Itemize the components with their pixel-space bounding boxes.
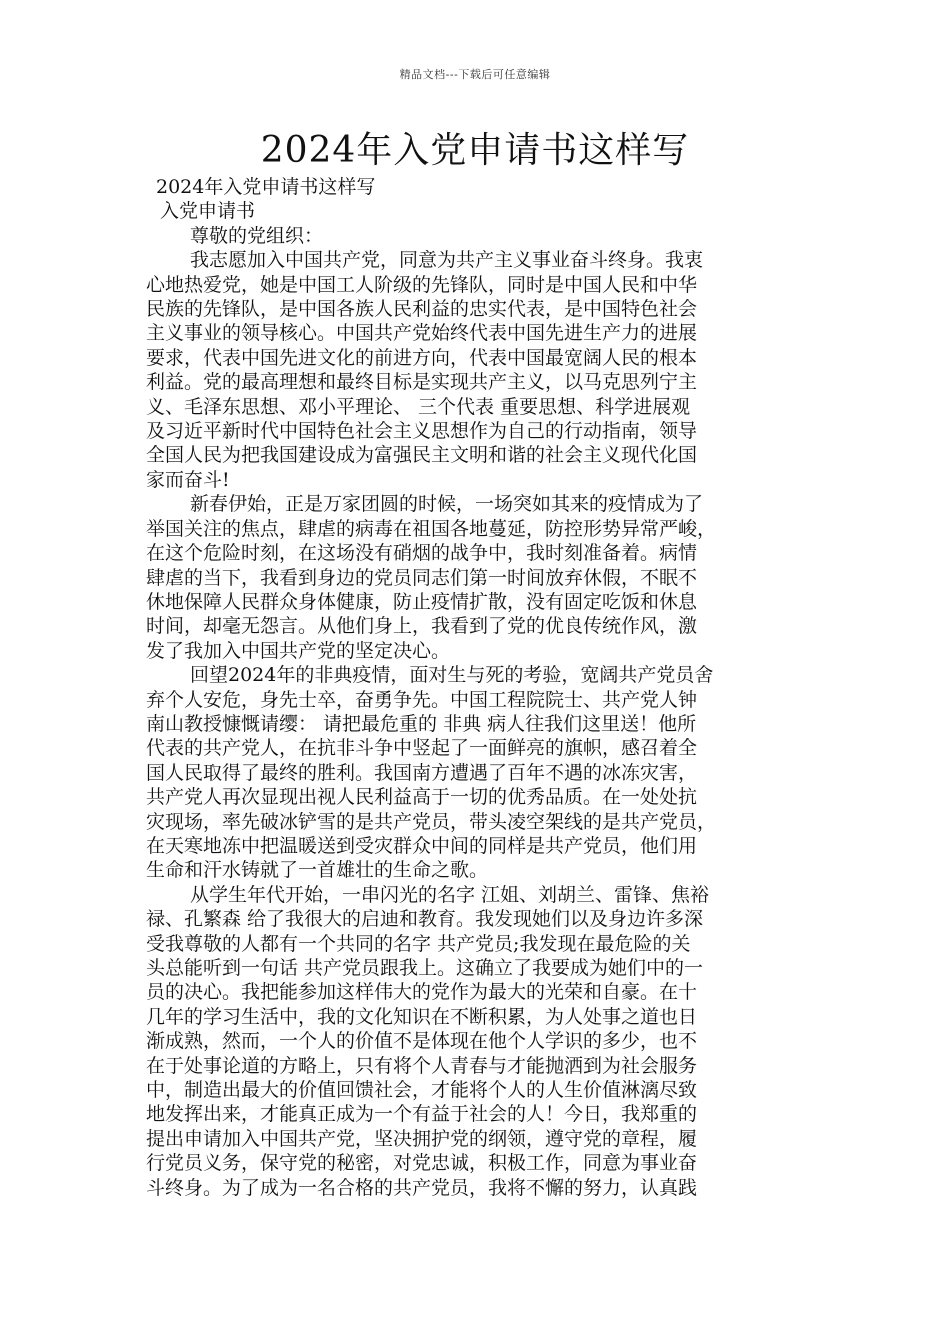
subtitle-line: 2024年入党申请书这样写: [156, 176, 376, 198]
paragraph-line: 发了我加入中国共产党的坚定决心。: [146, 639, 451, 662]
paragraph-line: 中，制造出最大的价值回馈社会，才能将个人的人生价值淋漓尽致: [146, 1079, 698, 1102]
paragraph-line: 在于处事论道的方略上，只有将个人青春与才能抛洒到为社会服务: [146, 1054, 698, 1077]
paragraph-line: 斗终身。为了成为一名合格的共产党员，我将不懈的努力，认真践: [146, 1176, 698, 1199]
paragraph-line: 主义事业的领导核心。中国共产党始终代表中国先进生产力的进展: [146, 322, 698, 345]
paragraph-line: 员的决心。我把能参加这样伟大的党作为最大的光荣和自豪。在十: [146, 981, 698, 1004]
paragraph-line: 时间，却毫无怨言。从他们身上，我看到了党的优良传统作风，激: [146, 615, 698, 638]
paragraph: [146, 663, 816, 883]
section-label: 入党申请书: [160, 200, 256, 223]
paragraph-line: 从学生年代开始，一串闪光的名字 江姐、刘胡兰、雷锋、焦裕: [190, 883, 710, 906]
paragraph-line: 国人民取得了最终的胜利。我国南方遭遇了百年不遇的冰冻灾害，: [146, 761, 698, 784]
paragraph-line: 民族的先锋队，是中国各族人民利益的忠实代表，是中国特色社会: [146, 298, 698, 321]
paragraph-line: 心地热爱党，她是中国工人阶级的先锋队，同时是中国人民和中华: [146, 273, 698, 296]
paragraphs-container: [146, 248, 816, 1200]
paragraph-line: 在天寒地冻中把温暖送到受灾群众中间的同样是共产党员，他们用: [146, 834, 698, 857]
paragraph-line: 渐成熟，然而，一个人的价值不是体现在他个人学识的多少，也不: [146, 1030, 698, 1053]
paragraph-line: 要求，代表中国先进文化的前进方向，代表中国最宽阔人民的根本: [146, 346, 698, 369]
paragraph-line: 受我尊敬的人都有一个共同的名字 共产党员;我发现在最危险的关: [146, 932, 691, 955]
paragraph-line: 提出申请加入中国共产党，坚决拥护党的纲领，遵守党的章程，履: [146, 1127, 698, 1150]
paragraph-line: 头总能听到一句话 共产党员跟我上。这确立了我要成为她们中的一: [146, 957, 704, 979]
paragraph-line: 几年的学习生活中，我的文化知识在不断积累，为人处事之道也日: [146, 1005, 698, 1028]
paragraph: [146, 248, 816, 492]
paragraph: [146, 883, 816, 1200]
paragraph-line: 弃个人安危，身先士卒，奋勇争先。中国工程院院士、共产党人钟: [146, 688, 698, 711]
paragraph-line: 肆虐的当下，我看到身边的党员同志们第一时间放弃休假，不眠不: [146, 566, 698, 589]
paragraph-line: 休地保障人民群众身体健康，防止疫情扩散，没有固定吃饭和休息: [146, 590, 698, 613]
paragraph-line: 我志愿加入中国共产党，同意为共产主义事业奋斗终身。我衷: [190, 249, 704, 272]
paragraph-line: 代表的共产党人，在抗非斗争中竖起了一面鲜亮的旗帜，感召着全: [146, 737, 698, 760]
paragraph-line: 及习近平新时代中国特色社会主义思想作为自己的行动指南，领导: [146, 420, 698, 443]
paragraph: [146, 492, 816, 663]
paragraph-line: 地发挥出来，才能真正成为一个有益于社会的人！今日，我郑重的: [146, 1103, 698, 1126]
paragraph-line: 全国人民为把我国建设成为富强民主文明和谐的社会主义现代化国: [146, 444, 698, 467]
paragraph-line: 在这个危险时刻，在这场没有硝烟的战争中，我时刻准备着。病情: [146, 542, 698, 565]
document-body: [146, 175, 816, 1200]
paragraph-line: 利益。党的最高理想和最终目标是实现共产主义，以马克思列宁主: [146, 371, 698, 394]
paragraph-line: 家而奋斗!: [146, 468, 230, 491]
paragraph-line: 举国关注的焦点，肆虐的病毒在祖国各地蔓延，防控形势异常严峻，: [146, 517, 717, 540]
header-note: 精品文档---下载后可任意编辑: [399, 68, 551, 81]
paragraph-line: 禄、孔繁森 给了我很大的启迪和教育。我发现她们以及身边许多深: [146, 908, 704, 931]
paragraph-line: 南山教授慷慨请缨： 请把最危重的 非典 病人往我们这里送！他所: [146, 712, 697, 735]
paragraph-line: 新春伊始，正是万家团圆的时候，一场突如其来的疫情成为了: [190, 493, 704, 516]
salutation: 尊敬的党组织：: [190, 224, 324, 247]
paragraph-line: 行党员义务，保守党的秘密，对党忠诚，积极工作，同意为事业奋: [146, 1152, 698, 1175]
paragraph-line: 共产党人再次显现出视人民利益高于一切的优秀品质。在一处处抗: [146, 786, 698, 809]
paragraph-line: 回望2024年的非典疫情，面对生与死的考验，宽阔共产党员舍: [190, 664, 714, 687]
paragraph-line: 义、毛泽东思想、邓小平理论、 三个代表 重要思想、科学进展观: [146, 395, 691, 418]
paragraph-line: 灾现场，率先破冰铲雪的是共产党员，带头凌空架线的是共产党员，: [146, 810, 717, 833]
document-title: 2024年入党申请书这样写: [260, 130, 690, 171]
paragraph-line: 生命和汗水铸就了一首雄壮的生命之歌。: [146, 859, 489, 882]
